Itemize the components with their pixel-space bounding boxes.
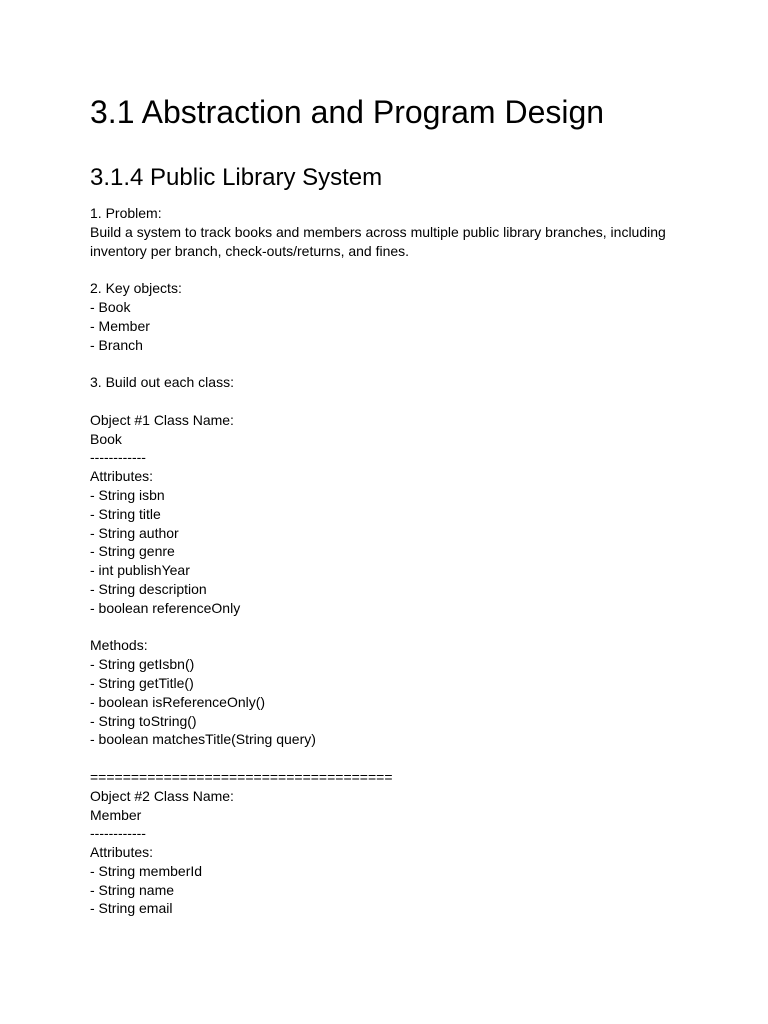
key-object-item: - Book bbox=[90, 298, 131, 315]
document-body bbox=[90, 204, 690, 918]
object1-attribute: - int publishYear bbox=[90, 562, 190, 579]
object2-attribute: - String email bbox=[90, 900, 173, 917]
blank-line bbox=[90, 260, 690, 279]
build-label: 3. Build out each class: bbox=[90, 374, 234, 391]
blank-line bbox=[90, 618, 690, 637]
object1-attribute: - String isbn bbox=[90, 486, 165, 503]
object1-method: - boolean matchesTitle(String query) bbox=[90, 731, 316, 748]
object1-dash-divider: ------------ bbox=[90, 449, 146, 466]
key-object-item: - Member bbox=[90, 317, 150, 334]
object1-attribute: - String description bbox=[90, 580, 207, 597]
object1-class-name: Book bbox=[90, 430, 122, 447]
object1-attribute: - String title bbox=[90, 505, 161, 522]
object1-method: - String toString() bbox=[90, 712, 197, 729]
object2-attributes-label: Attributes: bbox=[90, 844, 154, 861]
object1-attributes-label: Attributes: bbox=[90, 468, 154, 485]
section-title: 3.1.4 Public Library System bbox=[90, 164, 383, 191]
object1-attribute: - boolean referenceOnly bbox=[90, 599, 241, 616]
object1-attribute: - String genre bbox=[90, 543, 175, 560]
object2-dash-divider: ------------ bbox=[90, 825, 146, 842]
object1-method: - String getIsbn() bbox=[90, 656, 195, 673]
problem-text-line-1: Build a system to track books and members across multiple public library branches, including bbox=[90, 223, 666, 240]
blank-line bbox=[90, 749, 690, 768]
object2-class-label: Object #2 Class Name: bbox=[90, 787, 234, 804]
blank-line bbox=[90, 354, 690, 373]
problem-text-line-2: inventory per branch, check-outs/returns, and fines. bbox=[90, 242, 410, 259]
object2-attribute: - String memberId bbox=[90, 862, 203, 879]
section-divider: ===================================== bbox=[90, 768, 393, 785]
object1-class-label: Object #1 Class Name: bbox=[90, 411, 234, 428]
object2-attribute: - String name bbox=[90, 881, 175, 898]
problem-label: 1. Problem: bbox=[90, 205, 162, 221]
key-object-item: - Branch bbox=[90, 336, 143, 353]
page-title: 3.1 Abstraction and Program Design bbox=[90, 94, 605, 130]
object1-method: - String getTitle() bbox=[90, 674, 194, 691]
object1-methods-label: Methods: bbox=[90, 637, 148, 654]
object1-attribute: - String author bbox=[90, 524, 179, 541]
object2-class-name: Member bbox=[90, 806, 142, 823]
object1-method: - boolean isReferenceOnly() bbox=[90, 693, 266, 710]
blank-line bbox=[90, 392, 690, 411]
key-objects-label: 2. Key objects: bbox=[90, 280, 182, 297]
